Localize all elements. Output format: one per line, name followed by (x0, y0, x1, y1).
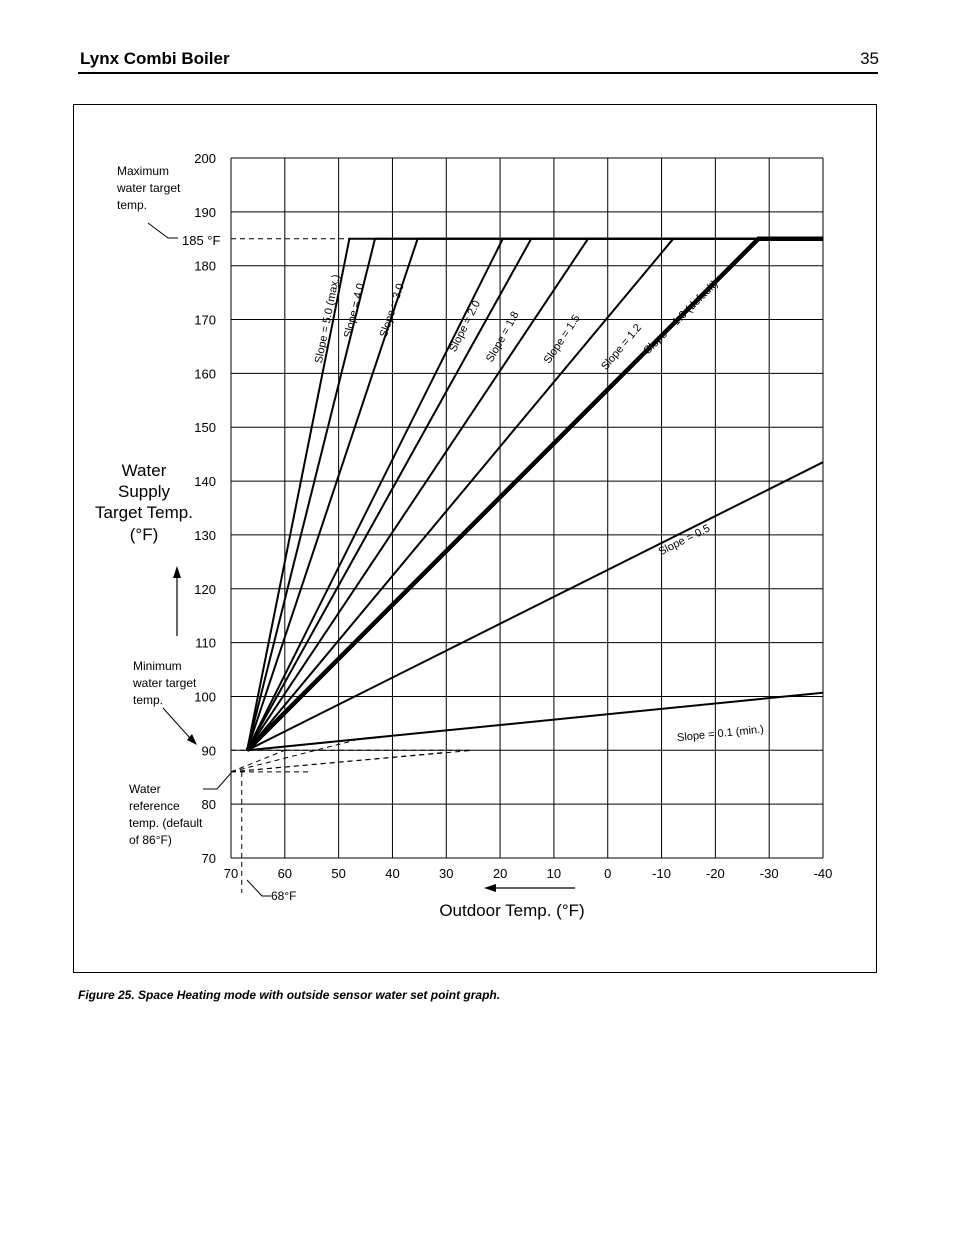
outdoor-design-label: 68°F (271, 889, 297, 903)
y-axis-label-line: Supply (118, 482, 170, 501)
x-tick-label: 30 (439, 866, 454, 881)
slope-label: Slope = 1.8 (484, 309, 522, 365)
x-axis-label: Outdoor Temp. (°F) (439, 901, 585, 920)
y-tick-label: 180 (194, 258, 216, 274)
slope-label: Slope = 2.0 (447, 298, 484, 354)
max-target-leader (148, 223, 178, 238)
y-tick-label: 190 (194, 204, 216, 220)
y-tick-label: 170 (194, 312, 216, 328)
slope-label: Slope = 5.0 (max.) (312, 273, 343, 365)
y-tick-label: 130 (194, 527, 216, 543)
max-temp-value: 185 °F (182, 233, 221, 248)
x-tick-label: 10 (546, 866, 562, 881)
slope-label: Slope = 1.5 (541, 312, 583, 367)
slope-label: Slope = 1.2 (599, 321, 645, 373)
min-target-label: Minimum (133, 659, 182, 673)
water-reference-label: reference (129, 799, 180, 813)
x-tick-label: -20 (705, 866, 725, 881)
x-tick-label: 60 (277, 866, 293, 881)
y-axis-label-line: Target Temp. (95, 503, 193, 522)
x-tick-label: -10 (652, 866, 671, 881)
y-axis-arrowhead (173, 566, 181, 578)
x-tick-label: 0 (604, 866, 612, 881)
min-target-leader (163, 708, 190, 738)
slope-curve (247, 462, 823, 750)
slope-label: Slope = 3.0 (377, 282, 407, 339)
y-axis-label-line: (°F) (129, 525, 159, 544)
x-tick-label: 50 (331, 866, 346, 881)
y-axis-label-line: Water (121, 461, 167, 480)
y-tick-label: 160 (194, 366, 216, 382)
slope-label: Slope = 0.5 (656, 522, 713, 559)
max-target-label: Maximum (117, 164, 170, 178)
page-number: 35 (860, 49, 879, 68)
outdoor-design-leader (247, 880, 271, 896)
x-tick-label: 40 (385, 866, 400, 881)
figure-caption: Figure 25. Space Heating mode with outside sensor water set point graph. (78, 988, 501, 1002)
x-tick-label: -40 (813, 866, 833, 881)
slope-curve (247, 693, 823, 751)
y-tick-label: 200 (194, 151, 216, 166)
y-tick-label: 70 (201, 851, 216, 866)
water-reference-label: Water (129, 782, 161, 796)
x-axis-arrowhead (484, 884, 496, 892)
y-tick-label: 100 (194, 689, 216, 705)
slope-label: Slope = 0.1 (min.) (676, 723, 765, 745)
x-tick-label: -30 (759, 866, 779, 881)
water-reference-label: temp. (default (129, 816, 203, 830)
reference-projection-dashed (231, 750, 285, 772)
y-tick-label: 150 (194, 420, 216, 436)
max-target-label: temp. (117, 198, 148, 212)
slope-label: Slope = 1.0 (default) (641, 278, 721, 357)
y-tick-label: 140 (194, 474, 216, 490)
slope-label: Slope = 4.0 (341, 282, 368, 340)
y-tick-label: 110 (195, 635, 216, 651)
x-tick-label: 70 (223, 866, 239, 881)
water-reference-label: of 86°F) (129, 833, 172, 847)
header-title: Lynx Combi Boiler (80, 49, 230, 68)
y-tick-label: 80 (201, 797, 216, 813)
max-target-label: water target (117, 181, 181, 195)
x-tick-label: 20 (492, 866, 508, 881)
water-reference-leader (203, 773, 231, 789)
y-tick-label: 120 (194, 581, 216, 597)
min-target-label: temp. (133, 693, 164, 707)
y-tick-label: 90 (201, 743, 216, 759)
min-target-label: water target (133, 676, 197, 690)
